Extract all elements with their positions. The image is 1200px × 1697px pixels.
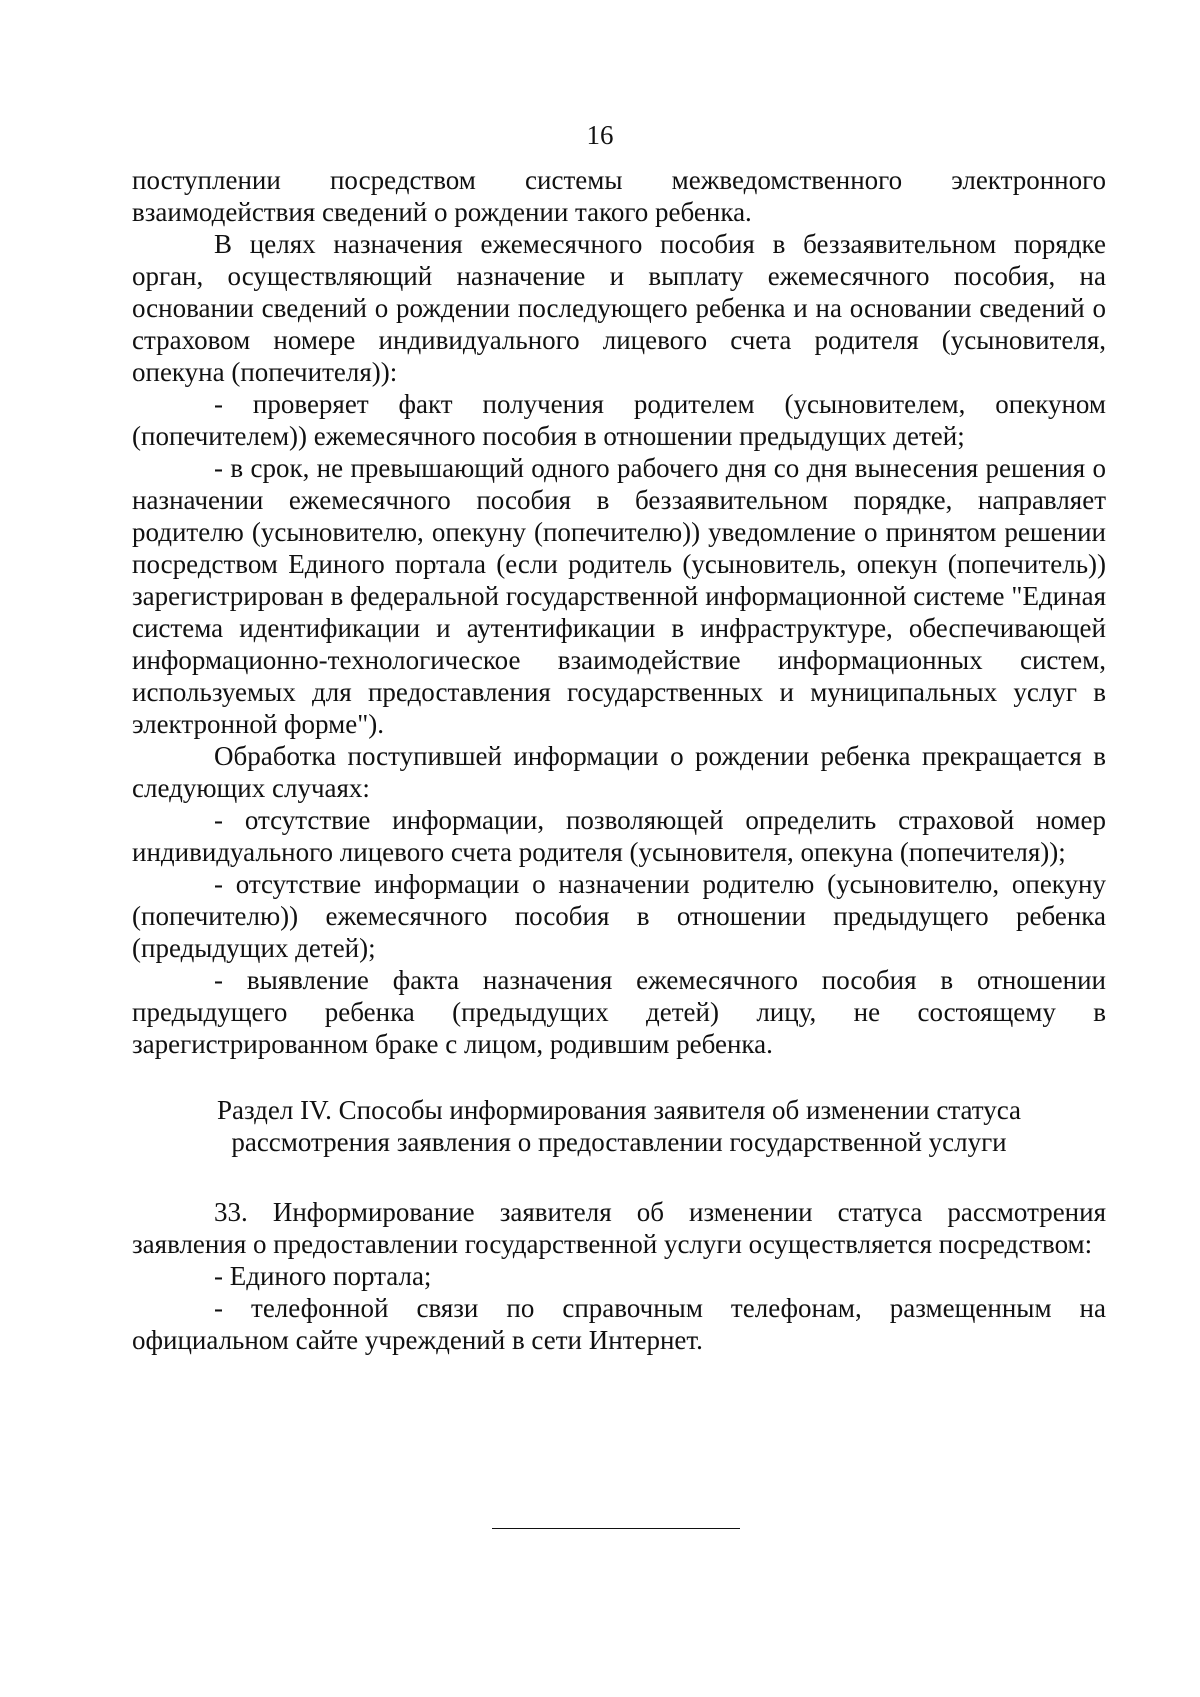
page-number: 16 <box>586 120 614 150</box>
list-item-unified-portal: - Единого портала; <box>214 1261 432 1291</box>
list-item-unmarried-person: - выявление факта назначения ежемесячного пособия в отношении предыдущего ребенка (предыдущих детей) лицу, не состоящему в зарегистрированном браке с лицом, родившим ребенка. <box>132 965 1106 1059</box>
paragraph-33-informing: 33. Информирование заявителя об изменении статуса рассмотрения заявления о предоставлении государственной услуги осуществляется посредством: <box>132 1197 1106 1259</box>
document-body <box>132 164 1106 1356</box>
list-item-check-fact: - проверяет факт получения родителем (усыновителем, опекуном (попечителем)) ежемесячного пособия в отношении предыдущих детей; <box>132 389 1106 451</box>
list-item-no-snils: - отсутствие информации, позволяющей определить страховой номер индивидуального лицевого счета родителя (усыновителя, опекуна (попечителя)); <box>132 805 1106 867</box>
list-item-send-notification: - в срок, не превышающий одного рабочего дня со дня вынесения решения о назначении ежемесячного пособия в беззаявительном порядке, направляет родителю (усыновителю, опекуну (попечителю)) уведомление о принятом решении посредством Единого портала (если родитель (усыновитель, опекун (попечитель)) зарегистрирован в федеральной государственной информационной системе "Единая система идентификации и аутентификации в инфраструктуре, обеспечивающей информационно-технологическое взаимодействие информационных систем, используемых для предоставления государственных и муниципальных услуг в электронной форме"). <box>132 453 1106 739</box>
paragraph-processing-termination: Обработка поступившей информации о рождении ребенка прекращается в следующих случаях: <box>132 741 1106 803</box>
paragraph-benefit-assignment: В целях назначения ежемесячного пособия в беззаявительном порядке орган, осуществляющий назначение и выплату ежемесячного пособия, на основании сведений о рождении последующего ребенка и на основании сведений о страховом номере индивидуального лицевого счета родителя (усыновителя, опекуна (попечителя)): <box>132 229 1106 387</box>
list-item-phone: - телефонной связи по справочным телефонам, размещенным на официальном сайте учреждений в сети Интернет. <box>132 1293 1106 1355</box>
end-of-document-rule <box>492 1528 740 1529</box>
section-title: Раздел IV. Способы информирования заявителя об изменении статуса рассмотрения заявления о предоставлении государственной услуги <box>217 1095 1021 1157</box>
list-item-no-assignment: - отсутствие информации о назначении родителю (усыновителю, опекуну (попечителю)) ежемесячного пособия в отношении предыдущего ребенка (предыдущих детей); <box>132 869 1106 963</box>
paragraph-continuation: поступлении посредством системы межведомственного электронного взаимодействия сведений о рождении такого ребенка. <box>132 165 1106 227</box>
